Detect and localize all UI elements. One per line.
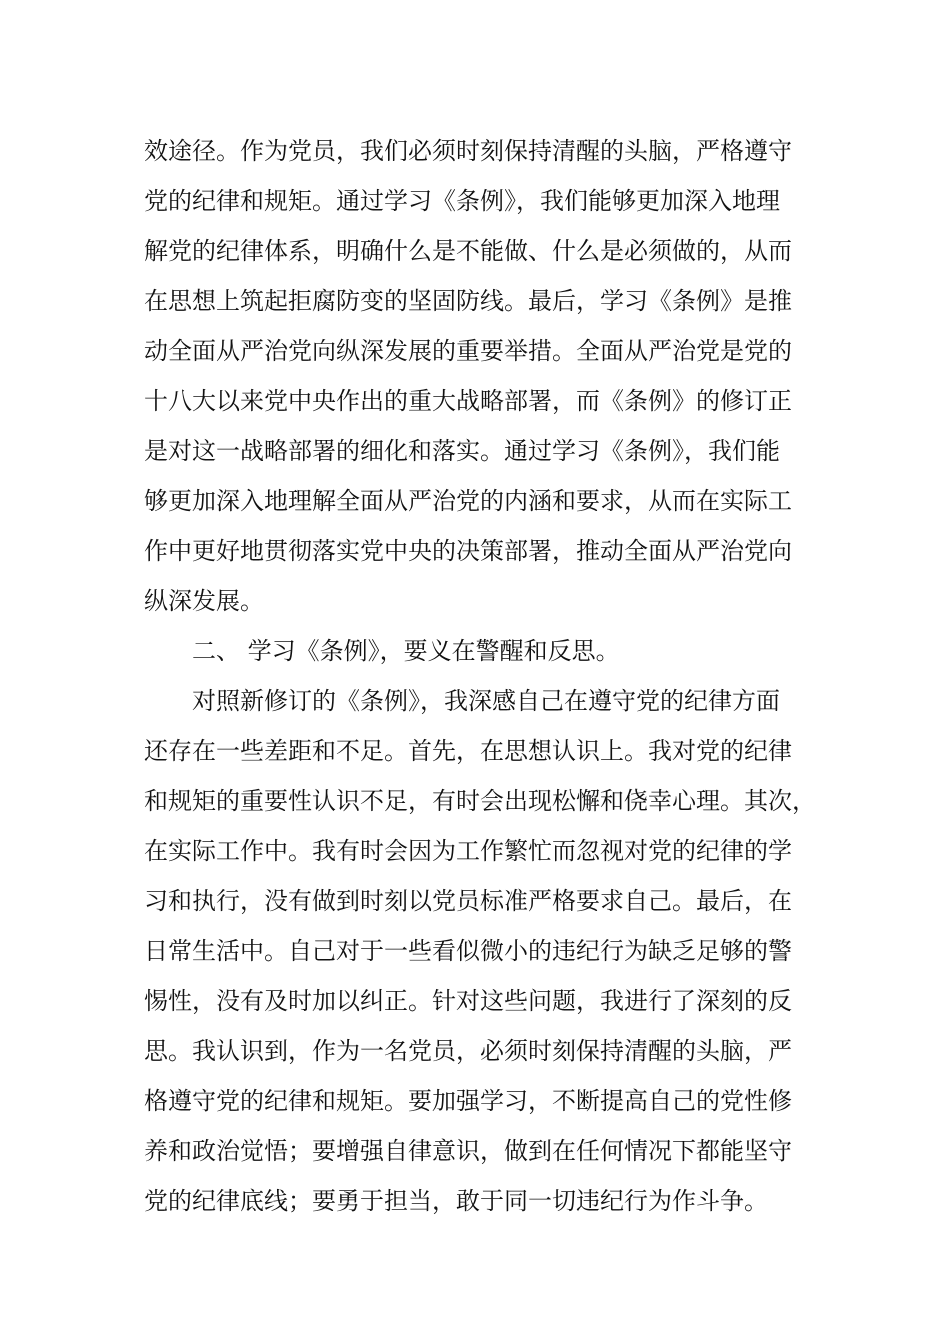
text-line: 作中更好地贯彻落实党中央的决策部署，推动全面从严治党向 (144, 537, 792, 565)
section-heading: 二、 学习《条例》，要义在警醒和反思。 (192, 637, 620, 665)
text-line: 够更加深入地理解全面从严治党的内涵和要求，从而在实际工 (144, 487, 792, 515)
text-line: 和规矩的重要性认识不足，有时会出现松懈和侥幸心理。其次， (144, 787, 816, 815)
text-line: 解党的纪律体系，明确什么是不能做、什么是必须做的，从而 (144, 237, 792, 265)
text-line: 日常生活中。自己对于一些看似微小的违纪行为缺乏足够的警 (144, 937, 792, 965)
text-line: 思。我认识到，作为一名党员，必须时刻保持清醒的头脑，严 (144, 1037, 792, 1065)
text-line: 十八大以来党中央作出的重大战略部署，而《条例》的修订正 (144, 387, 792, 415)
text-line: 在思想上筑起拒腐防变的坚固防线。最后，学习《条例》是推 (144, 287, 792, 315)
text-line: 是对这一战略部署的细化和落实。通过学习《条例》，我们能 (144, 437, 780, 465)
text-line: 惕性，没有及时加以纠正。针对这些问题，我进行了深刻的反 (144, 987, 792, 1015)
paragraph-first-line: 对照新修订的《条例》，我深感自己在遵守党的纪律方面 (192, 687, 780, 715)
text-line: 还存在一些差距和不足。首先，在思想认识上。我对党的纪律 (144, 737, 792, 765)
body-text (144, 126, 844, 1226)
text-line: 纵深发展。 (144, 587, 264, 615)
text-line: 在实际工作中。我有时会因为工作繁忙而忽视对党的纪律的学 (144, 837, 792, 865)
text-line: 党的纪律和规矩。通过学习《条例》，我们能够更加深入地理 (144, 187, 780, 215)
text-line: 党的纪律底线；要勇于担当，敢于同一切违纪行为作斗争。 (144, 1187, 768, 1215)
text-line: 效途径。作为党员，我们必须时刻保持清醒的头脑，严格遵守 (144, 137, 792, 165)
text-line: 习和执行，没有做到时刻以党员标准严格要求自己。最后，在 (144, 887, 792, 915)
text-line: 养和政治觉悟；要增强自律意识，做到在任何情况下都能坚守 (144, 1137, 792, 1165)
text-line: 格遵守党的纪律和规矩。要加强学习，不断提高自己的党性修 (144, 1087, 792, 1115)
text-line: 动全面从严治党向纵深发展的重要举措。全面从严治党是党的 (144, 337, 792, 365)
